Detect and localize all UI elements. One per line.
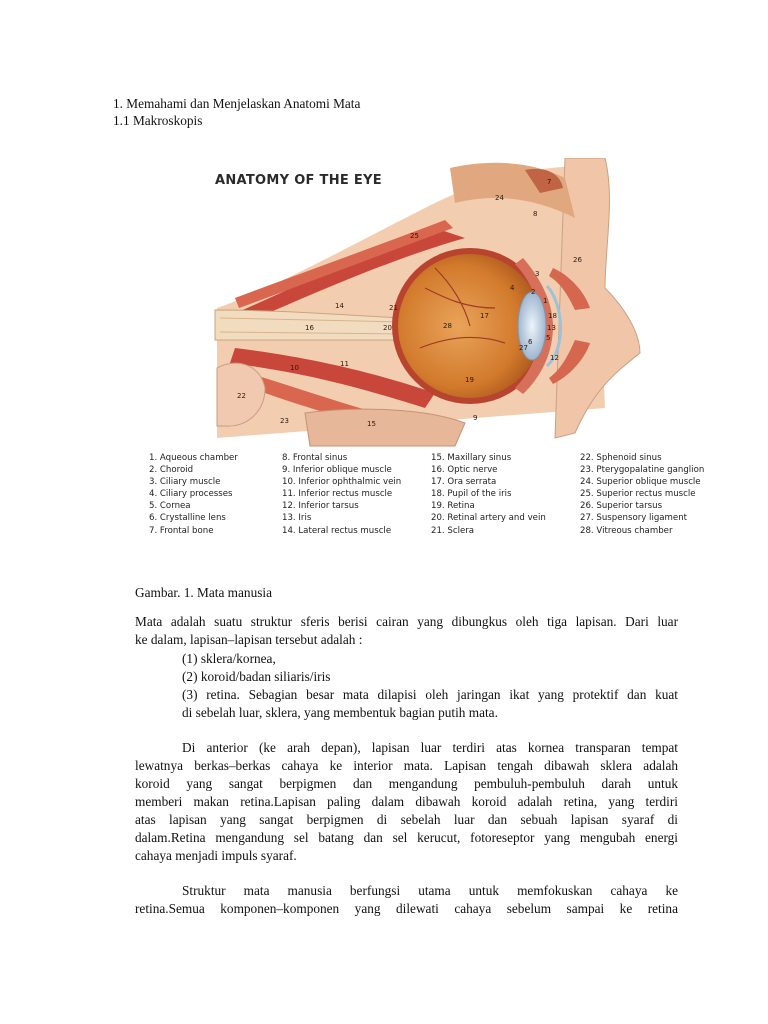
label-22: 22 [237,392,246,400]
label-19: 19 [465,376,474,384]
eye-anatomy-illustration [135,158,725,448]
label-5: 5 [546,334,551,342]
figure-caption: Gambar. 1. Mata manusia [135,585,272,600]
label-9: 9 [473,414,478,422]
figure-title: ANATOMY OF THE EYE [215,173,382,188]
legend-item: 18. Pupil of the iris [431,489,512,500]
paragraph-line: koroid yang sangat berpigmen dan mengandung pembuluh-pembuluh darah untuk [135,776,678,791]
label-14: 14 [335,302,344,310]
label-15: 15 [367,420,376,428]
paragraph-line: Di anterior (ke arah depan), lapisan luar terdiri atas kornea transparan tempat [182,740,678,755]
legend-column-1 [149,452,238,537]
label-3: 3 [535,270,540,278]
legend-item: 3. Ciliary muscle [149,477,221,488]
paragraph-line: Struktur mata manusia berfungsi utama untuk memfokuskan cahaya ke [182,883,678,898]
label-1: 1 [543,297,548,305]
legend-item: 1. Aqueous chamber [149,453,238,463]
paragraph-2 [135,739,678,865]
paragraph-3 [135,882,678,918]
legend-item: 8. Frontal sinus [282,453,348,463]
legend-item: 22. Sphenoid sinus [580,453,662,463]
legend-item: 16. Optic nerve [431,465,498,476]
paragraph-line: cahaya menjadi impuls syaraf. [135,848,297,863]
label-17: 17 [480,312,489,320]
paragraph-line: di sebelah luar, sklera, yang membentuk bagian putih mata. [182,705,498,720]
legend-item: 19. Retina [431,501,475,512]
label-11: 11 [340,360,349,368]
label-2: 2 [531,288,536,296]
paragraph-line: ke dalam, lapisan–lapisan tersebut adalah : [135,632,363,647]
legend-item: 26. Superior tarsus [580,501,663,512]
legend-item: 6. Crystalline lens [149,513,226,524]
legend-item: 14. Lateral rectus muscle [282,525,392,536]
legend-column-2 [282,452,401,537]
legend-item: 12. Inferior tarsus [282,501,359,512]
paragraph-line: retina.Semua komponen–komponen yang dilewati cahaya sebelum sampai ke retina [135,901,678,916]
label-25: 25 [410,232,419,240]
legend-item: 25. Superior rectus muscle [580,489,696,500]
legend-item: 7. Frontal bone [149,525,214,536]
legend-item: 23. Pterygopalatine ganglion [580,465,705,476]
legend-item: 5. Cornea [149,501,191,512]
list-item-3 [182,686,678,722]
label-21: 21 [389,304,398,312]
legend-item: 15. Maxillary sinus [431,453,512,463]
label-12: 12 [550,354,559,362]
legend-item: 28. Vitreous chamber [580,525,673,536]
label-6: 6 [528,338,533,346]
label-8: 8 [533,210,538,218]
label-24: 24 [495,194,504,202]
label-27: 27 [519,344,528,352]
subsection-heading: 1.1 Makroskopis [113,113,203,128]
label-13: 13 [547,324,556,332]
paragraph-line: dalam.Retina mengandung sel batang dan sel kerucut, fotoreseptor yang mengubah energi [135,830,678,845]
eye-anatomy-figure [135,158,725,553]
paragraph-line: atas lapisan yang sangat berpigmen di sebelah luar dan sebuah lapisan syaraf di [135,812,678,827]
label-26: 26 [573,256,582,264]
legend-item: 27. Suspensory ligament [580,513,688,524]
legend-item: 10. Inferior ophthalmic vein [282,477,402,488]
legend-item: 24. Superior oblique muscle [580,477,701,488]
paragraph-1 [135,613,678,649]
paragraph-line: memberi makan retina.Lapisan paling dalam dibawah koroid adalah retina, yang terdiri [135,794,678,809]
legend-item: 2. Choroid [149,465,194,476]
label-4: 4 [510,284,515,292]
legend-item: 20. Retinal artery and vein [431,513,546,524]
label-18: 18 [548,312,557,320]
label-16: 16 [305,324,314,332]
legend-item: 4. Ciliary processes [149,489,233,500]
list-item: (2) koroid/badan siliaris/iris [182,669,331,684]
legend-column-3 [431,452,546,537]
legend-item: 21. Sclera [431,525,475,536]
legend-item: 17. Ora serrata [431,477,497,488]
legend-column-4 [580,452,704,537]
label-23: 23 [280,417,289,425]
list-item: (1) sklera/kornea, [182,651,276,666]
label-10: 10 [290,364,299,372]
section-heading: 1. Memahami dan Menjelaskan Anatomi Mata [113,96,361,111]
paragraph-line: lewatnya berkas–berkas cahaya ke interior mata. Lapisan tengah dibawah sklera adalah [135,758,678,773]
legend-item: 13. Iris [282,513,312,524]
legend-item: 11. Inferior rectus muscle [282,489,393,500]
legend-item: 9. Inferior oblique muscle [282,465,392,476]
label-28: 28 [443,322,452,330]
label-7: 7 [547,178,552,186]
paragraph-line: (3) retina. Sebagian besar mata dilapisi oleh jaringan ikat yang protektif dan kuat [182,687,678,702]
paragraph-line: Mata adalah suatu struktur sferis berisi cairan yang dibungkus oleh tiga lapisan. Dari luar [135,614,678,629]
label-20: 20 [383,324,392,332]
